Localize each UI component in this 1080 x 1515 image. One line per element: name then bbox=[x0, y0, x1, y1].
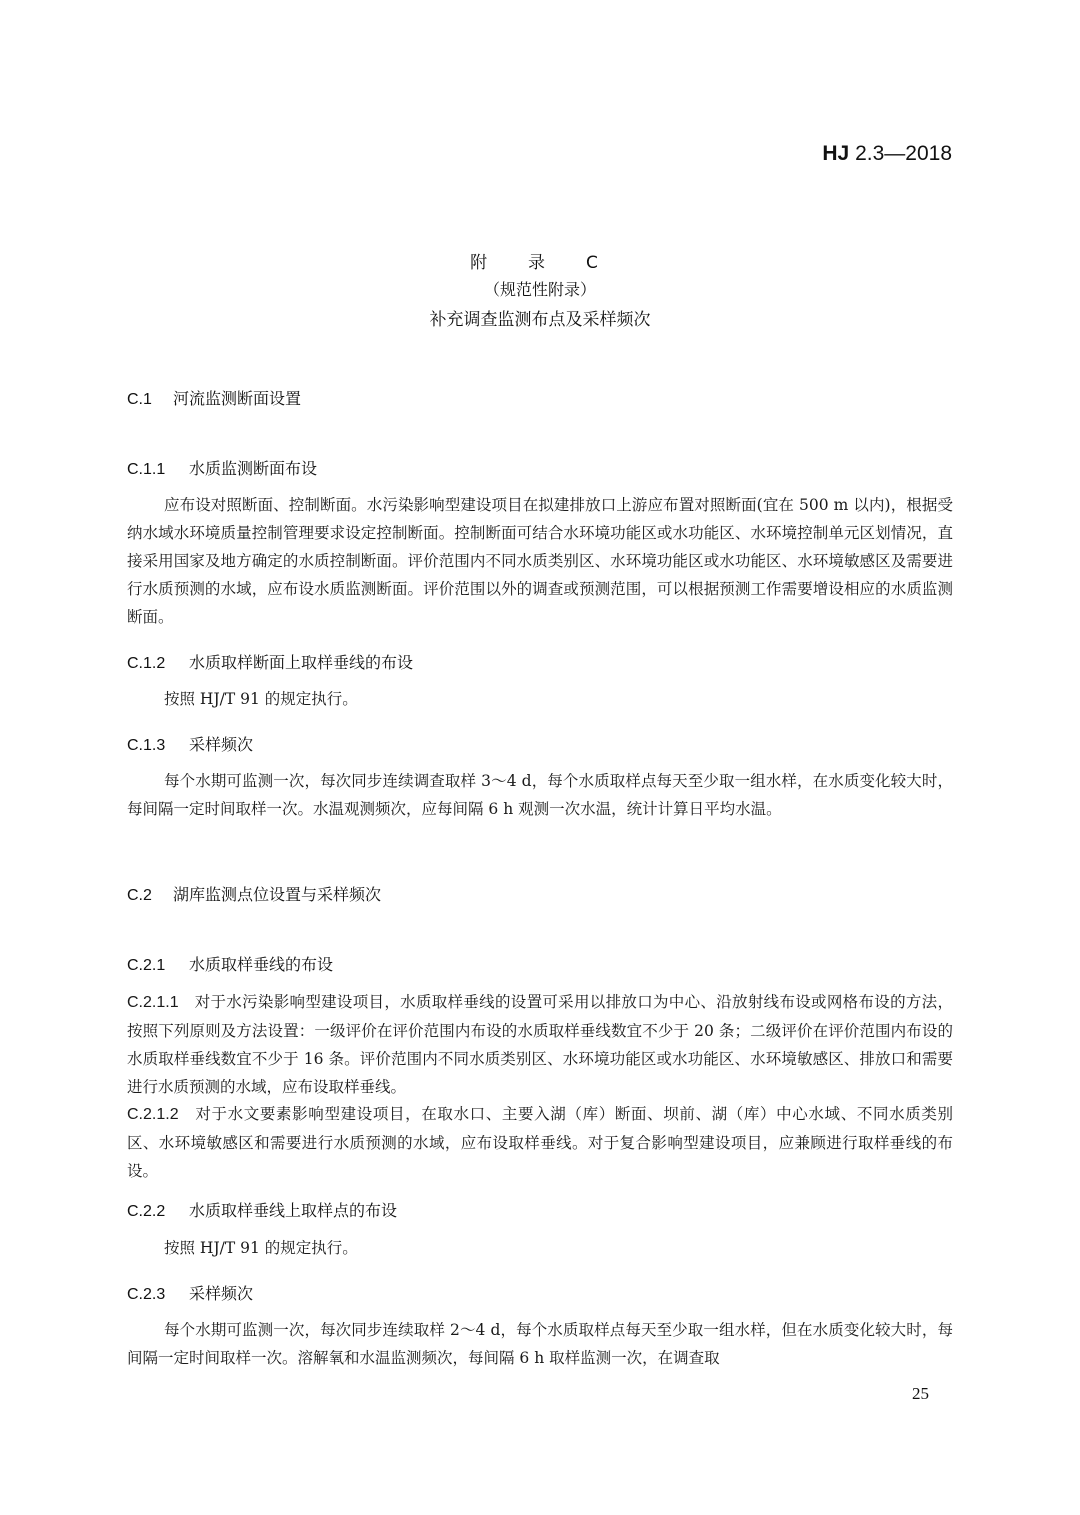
clause-number: C.2.1.2 bbox=[127, 1106, 179, 1123]
appendix-name: 补充调查监测布点及采样频次 bbox=[429, 310, 651, 330]
paragraph-c212 bbox=[127, 1100, 953, 1185]
section-title: 水质监测断面布设 bbox=[189, 459, 318, 478]
section-heading-c12 bbox=[127, 650, 413, 673]
section-number: C.2 bbox=[127, 887, 152, 904]
section-number: C.1.2 bbox=[127, 655, 166, 672]
standard-code-prefix: HJ bbox=[822, 142, 850, 165]
paragraph-c13: 每个水期可监测一次，每次同步连续调查取样 3～4 d，每个水质取样点每天至少取一组水样，在水质变化较大时，每间隔一定时间取样一次。水温观测频次，应每间隔 6 h 观测一次水温，统计计算日平均水温。 bbox=[127, 772, 953, 818]
section-title: 采样频次 bbox=[189, 735, 254, 754]
section-number: C.1.3 bbox=[127, 737, 166, 754]
section-heading-c2 bbox=[127, 882, 381, 905]
paragraph-c23: 每个水期可监测一次，每次同步连续取样 2～4 d，每个水质取样点每天至少取一组水样，但在水质变化较大时，每间隔一定时间取样一次。溶解氧和水温监测频次，每间隔 6 h 取样监测一次，在调查取 bbox=[127, 1321, 953, 1367]
appendix-type: （规范性附录） bbox=[483, 280, 596, 299]
paragraph-c22: 按照 HJ/T 91 的规定执行。 bbox=[164, 1239, 358, 1257]
section-number: C.2.3 bbox=[127, 1286, 166, 1303]
section-title: 采样频次 bbox=[189, 1284, 254, 1303]
standard-code bbox=[822, 142, 952, 166]
section-heading-c13 bbox=[127, 732, 253, 755]
paragraph-c211 bbox=[127, 988, 953, 1101]
section-number: C.1 bbox=[127, 391, 152, 408]
section-heading-c21 bbox=[127, 952, 333, 975]
paragraph-c12: 按照 HJ/T 91 的规定执行。 bbox=[164, 690, 358, 708]
section-number: C.2.1 bbox=[127, 957, 166, 974]
appendix-title: 附 录 C bbox=[470, 253, 610, 273]
section-title: 湖库监测点位设置与采样频次 bbox=[173, 885, 382, 904]
section-heading-c11 bbox=[127, 456, 317, 479]
section-heading-c1 bbox=[127, 386, 301, 409]
section-title: 水质取样垂线上取样点的布设 bbox=[189, 1201, 398, 1220]
section-number: C.1.1 bbox=[127, 461, 166, 478]
section-title: 水质取样断面上取样垂线的布设 bbox=[189, 653, 414, 672]
clause-text: 对于水文要素影响型建设项目，在取水口、主要入湖（库）断面、坝前、湖（库）中心水域、不同水质类别区、水环境敏感区和需要进行水质预测的水域，应布设取样垂线。对于复合影响型建设项目，应兼顾进行取样垂线的布设。 bbox=[127, 1105, 953, 1180]
clause-text: 对于水污染影响型建设项目，水质取样垂线的设置可采用以排放口为中心、沿放射线布设或网格布设的方法，按照下列原则及方法设置：一级评价在评价范围内布设的水质取样垂线数宜不少于 20 条；二级评价在评价范围内布设的水质取样垂线数宜不少于 16 条。评价范围内不同水质类别区、水环境功能区或水功能区、水环境敏感区、排放口和需要进行水质预测的水域，应布设取样垂线。 bbox=[127, 993, 953, 1096]
paragraph-c11: 应布设对照断面、控制断面。水污染影响型建设项目在拟建排放口上游应布置对照断面(宜在 500 m 以内)，根据受纳水域水环境质量控制管理要求设定控制断面。控制断面可结合水环境功能区或水功能区、水环境控制单元区划情况，直接采用国家及地方确定的水质控制断面。评价范围内不同水质类别区、水环境功能区或水功能区、水环境敏感区及需要进行水质预测的水域，应布设水质监测断面。评价范围以外的调查或预测范围，可以根据预测工作需要增设相应的水质监测断面。 bbox=[127, 496, 953, 626]
section-title: 河流监测断面设置 bbox=[173, 389, 302, 408]
section-number: C.2.2 bbox=[127, 1203, 166, 1220]
section-title: 水质取样垂线的布设 bbox=[189, 955, 334, 974]
page-number: 25 bbox=[912, 1384, 929, 1403]
section-heading-c23 bbox=[127, 1281, 253, 1304]
standard-code-number: 2.3—2018 bbox=[849, 142, 952, 165]
clause-number: C.2.1.1 bbox=[127, 994, 179, 1011]
section-heading-c22 bbox=[127, 1198, 397, 1221]
